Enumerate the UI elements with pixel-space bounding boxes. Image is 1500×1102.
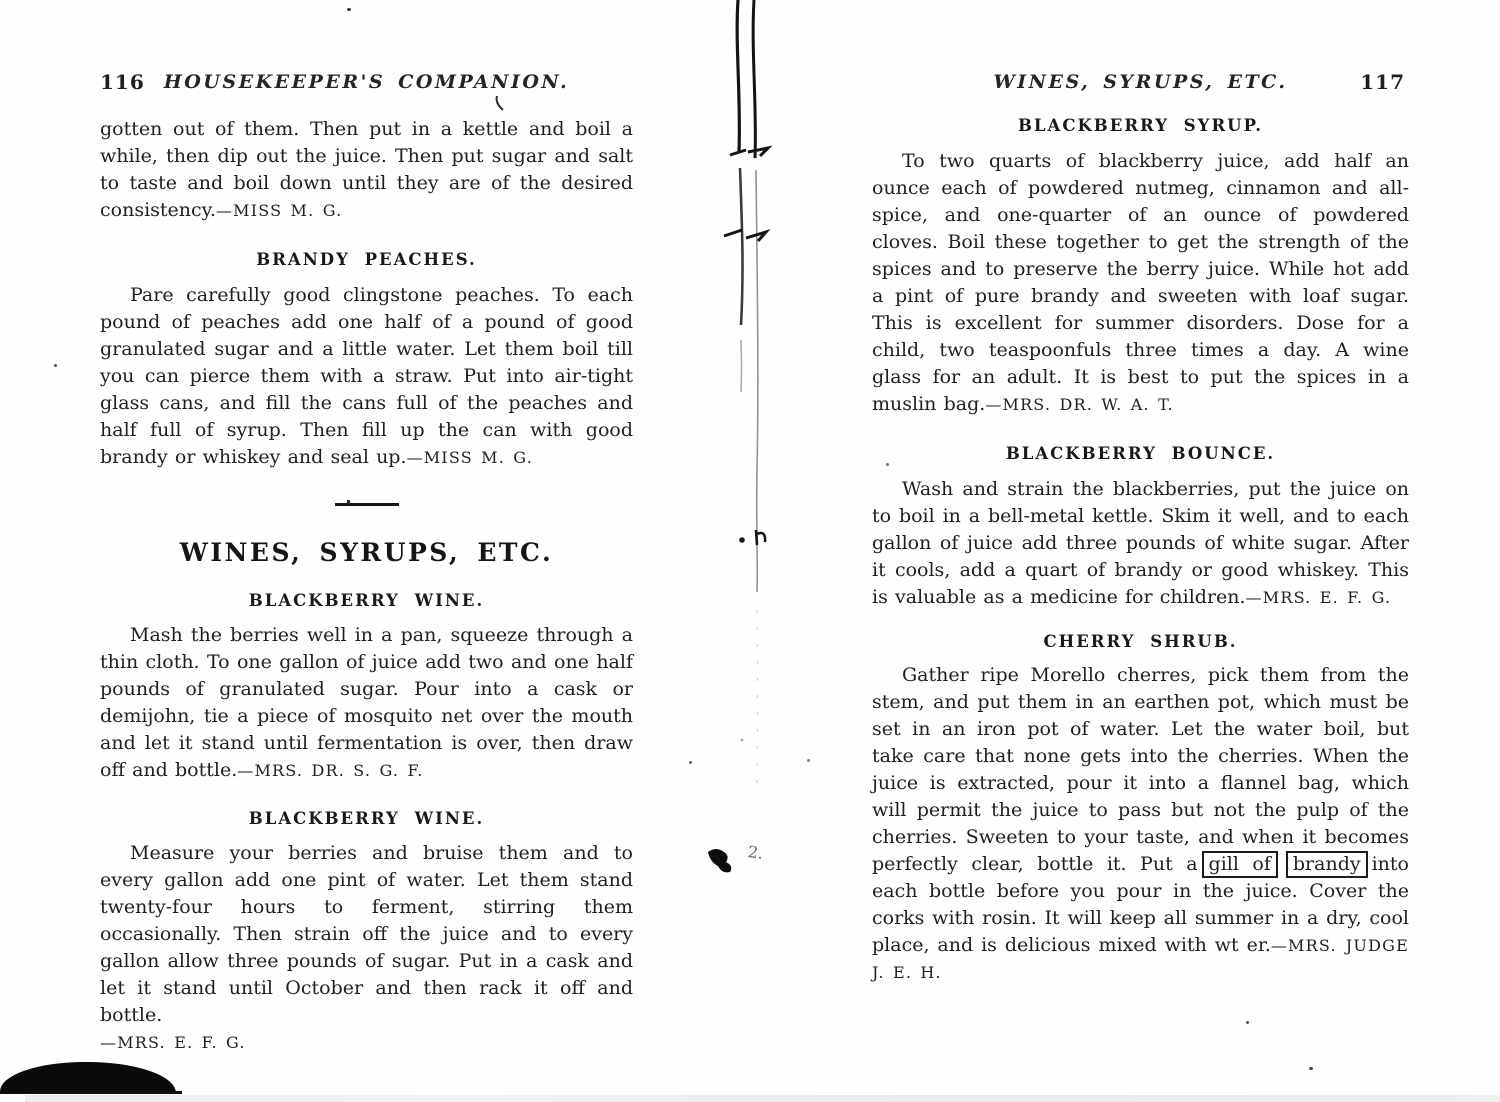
paragraph-brandy-peaches (100, 282, 633, 471)
left-running-head: HOUSEKEEPER'S COMPANION. (163, 71, 570, 93)
ink-speck (54, 364, 57, 367)
blackberry-wine-1-attribution: —MRS. DR. S. G. F. (237, 761, 424, 780)
stray-pencil-mark: 2. (746, 842, 765, 863)
right-page (872, 70, 1409, 986)
heading-blackberry-wine-2: BLACKBERRY WINE. (248, 809, 485, 828)
paragraph-blackberry-wine-1 (100, 622, 633, 784)
chapter-heading-wines-syrups: WINES, SYRUPS, ETC. (179, 538, 554, 567)
intro-attribution: —MISS M. G. (215, 201, 343, 220)
annotation-box-brandy: brandy (1286, 851, 1368, 878)
scanner-shadow-blob (0, 1062, 176, 1093)
right-page-header (872, 70, 1409, 100)
left-page-number: 116 (100, 70, 145, 94)
brandy-peaches-text: Pare carefully good clingstone peaches. To each pound of peaches add one half of a pound of good granulated sugar and a little water. Let them boil till you can pierce them with a straw. Put into air-tight glass cans, and fill the cans full of the peaches and half full of syrup. Then fill up the can with good brandy or whiskey and seal up. (100, 284, 633, 468)
annotation-box-gill-of: gill of (1202, 851, 1278, 878)
heading-cherry-shrub: CHERRY SHRUB. (1043, 632, 1238, 651)
ink-speck (347, 8, 351, 11)
paragraph-blackberry-syrup (872, 148, 1409, 418)
heading-blackberry-syrup: BLACKBERRY SYRUP. (1017, 116, 1263, 135)
intro-continuation-paragraph (100, 116, 633, 224)
paragraph-cherry-shrub (872, 662, 1409, 986)
intro-text: gotten out of them. Then put in a kettle and boil a while, then dip out the juice. Then put sugar and salt to taste and boil down until they are of the desired consistency. (100, 118, 633, 221)
paragraph-blackberry-wine-2 (100, 840, 633, 1056)
brandy-peaches-attribution: —MISS M. G. (406, 448, 533, 467)
paragraph-blackberry-bounce (872, 476, 1409, 611)
cherry-shrub-text-after: into each bottle before you pour in the juice. Cover the corks with rosin. It will keep all summer in a dry, cool place, and is delicious mixed with wt er. (872, 853, 1409, 956)
ink-speck (807, 759, 810, 762)
heading-blackberry-bounce: BLACKBERRY BOUNCE. (1005, 444, 1276, 463)
right-running-head: WINES, SYRUPS, ETC. (993, 71, 1288, 93)
section-divider-rule (335, 503, 399, 506)
heading-brandy-peaches: BRANDY PEACHES. (256, 250, 477, 269)
ink-speck (1309, 1067, 1313, 1070)
blackberry-syrup-attribution: —MRS. DR. W. A. T. (985, 395, 1174, 414)
blackberry-wine-1-text: Mash the berries well in a pan, squeeze through a thin cloth. To one gallon of juice add two and one half pounds of granulated sugar. Pour into a cask or demijohn, tie a piece of mosquito net over the mouth and let it stand until fermentation is over, then draw off and bottle. (100, 624, 633, 781)
cherry-shrub-text-before: Gather ripe Morello cherres, pick them from the stem, and put them in an earthen pot, which must be set in an iron pot of water. Let the water boil, but take care that none gets into the cherries. When the juice is extracted, pour it into a flannel bag, which will permit the juice to pass but not the pulp of the cherries. Sweeten to your taste, and when it becomes perfectly clear, bottle it. Put a (872, 664, 1409, 875)
heading-blackberry-wine-1: BLACKBERRY WINE. (248, 591, 485, 610)
right-page-number: 117 (1360, 70, 1405, 94)
left-page-header (100, 70, 633, 100)
ink-speck (689, 761, 692, 764)
blackberry-syrup-text: To two quarts of blackberry juice, add half an ounce each of powdered nutmeg, cinnamon and all-spice, and one-quarter of an ounce of powdered cloves. Boil these together to get the strength of the spices and to preserve the berry juice. While hot add a pint of pure brandy and sweeten with loaf sugar. This is excellent for summer disorders. Dose for a child, two teaspoonfuls three times a day. A wine glass for an adult. It is best to put the spices in a muslin bag. (872, 150, 1409, 415)
cherry-shrub-attribution: —MRS. JUDGE J. E. H. (872, 936, 1409, 982)
left-page (100, 70, 633, 1056)
blackberry-bounce-text: Wash and strain the blackberries, put the juice on to boil in a bell-metal kettle. Skim it well, and to each gallon of juice add three pounds of white sugar. After it cools, add a quart of brandy or good whiskey. This is valuable as a medicine for children. (872, 478, 1409, 608)
binding-fold-marks (680, 0, 850, 900)
blackberry-bounce-attribution: —MRS. E. F. G. (1245, 588, 1392, 607)
blackberry-wine-2-attribution: —MRS. E. F. G. (100, 1033, 246, 1052)
blackberry-wine-2-text: Measure your berries and bruise them and to every gallon add one pint of water. Let them stand twenty-four hours to ferment, stirring them occasionally. Then strain off the juice and to every gallon allow three pounds of sugar. Put in a cask and let it stand until October and then rack it off and bottle. (100, 842, 633, 1026)
ink-speck (1246, 1021, 1249, 1024)
scanner-shadow-line (0, 1091, 182, 1094)
page-bottom-edge (25, 1095, 1500, 1102)
